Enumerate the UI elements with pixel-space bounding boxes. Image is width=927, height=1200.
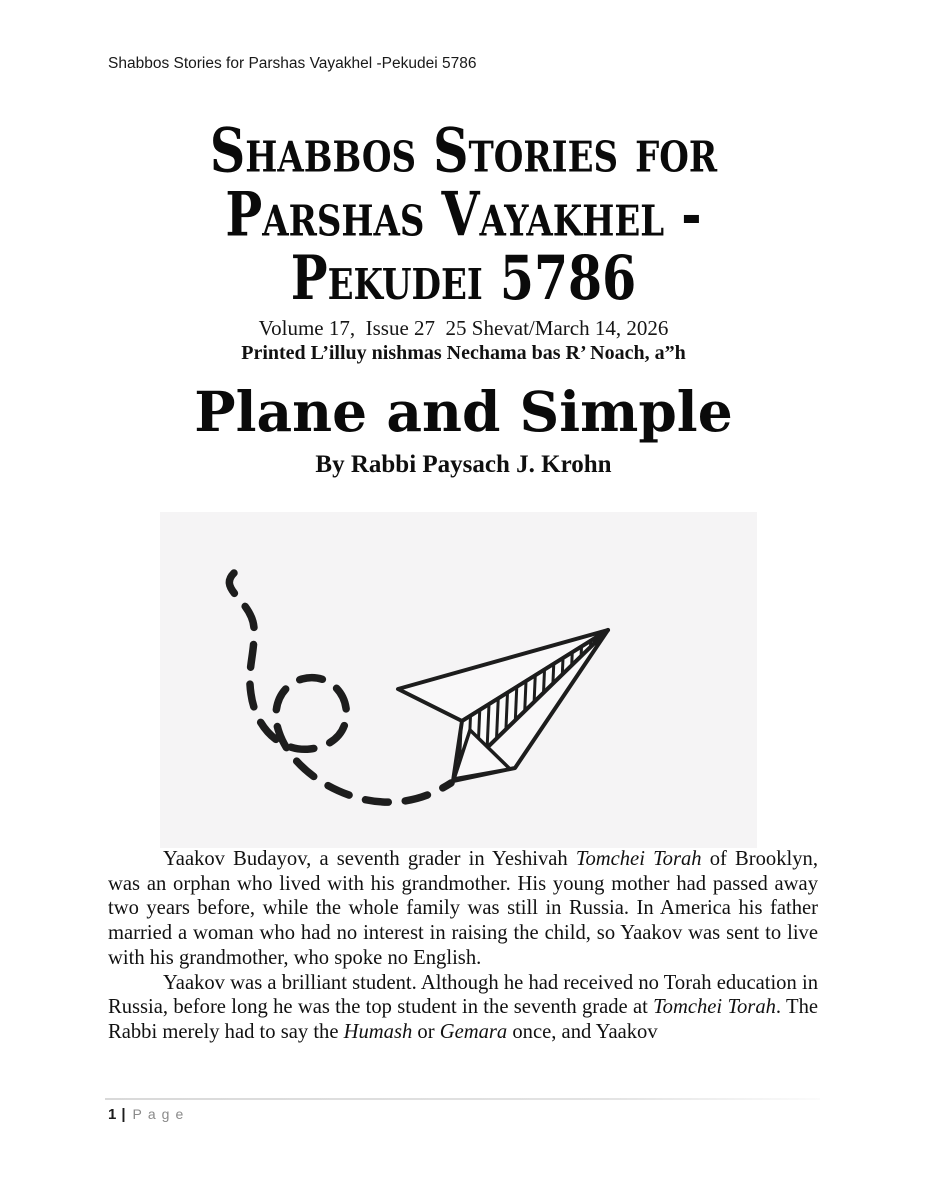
newsletter-title-line1: Shabbos Stories for: [209, 114, 718, 187]
page-footer: [108, 1106, 189, 1123]
story-body: [108, 847, 818, 1045]
story-paragraph: Yaakov was a brilliant student. Although he had received no Torah education in Russia, before long he was the top student in the seventh grade at Tomchei Torah. The Rabbi merely had to say the Humash or Gemara once, and Yaakov: [108, 971, 819, 1043]
story-paragraph: Yaakov Budayov, a seventh grader in Yeshivah Tomchei Torah of Brooklyn, was an orphan who lived with his grandmother. His young mother had passed away two years before, while the whole family was still in Russia. In America his father married a woman who had no interest in raising the child, so Yaakov was sent to live with his grandmother, who spoke no English.: [108, 848, 818, 969]
footer-separator: |: [121, 1106, 126, 1123]
newsletter-title-line3: Pekudei 5786: [290, 241, 637, 314]
paper-airplane-icon: [160, 512, 757, 848]
story-illustration: [160, 512, 757, 848]
dedication-line: Printed L’illuy nishmas Nechama bas R’ Noach, a”h: [241, 342, 686, 364]
story-byline: By Rabbi Paysach J. Krohn: [315, 451, 612, 478]
page-number: 1: [108, 1106, 117, 1123]
volume-issue-date: Volume 17, Issue 27 25 Shevat/March 14, 2026: [258, 316, 669, 340]
newsletter-title: [55, 114, 872, 314]
running-header: Shabbos Stories for Parshas Vayakhel -Pekudei 5786: [108, 55, 477, 72]
newsletter-title-line2: Parshas Vayakhel -: [225, 177, 702, 251]
story-title: Plane and Simple: [194, 379, 733, 444]
footer-page-label: Page: [132, 1106, 190, 1122]
footer-divider: [105, 1098, 820, 1100]
